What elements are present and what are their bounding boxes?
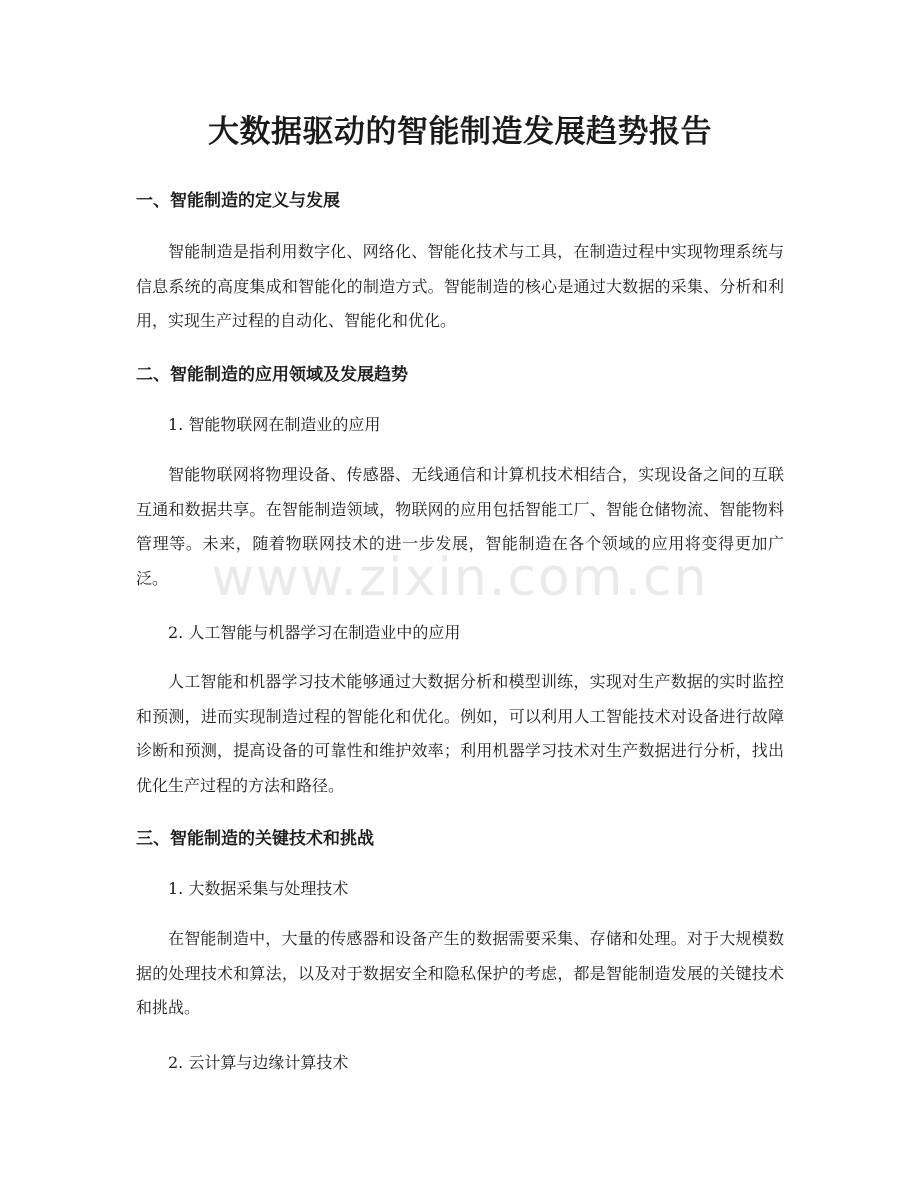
subsection-title-3-2: 2. 云计算与边缘计算技术 [168,1053,349,1072]
subsection-2-2-paragraph: 人工智能和机器学习技术能够通过大数据分析和模型训练，实现对生产数据的实时监控和预测，进而实现制造过程的智能化和优化。例如，可以利用人工智能技术对设备进行故障诊断和预测，提高设备的可靠性和维护效率；利用机器学习技术对生产数据进行分析，找出优化生产过程的方法和路径。 [136,672,784,795]
watermark: www.zixin.com.cn [211,548,709,608]
section-heading-1: 一、智能制造的定义与发展 [136,191,340,211]
subsection-title-2-2: 2. 人工智能与机器学习在制造业中的应用 [168,623,461,642]
subsection-2-1-paragraph: 智能物联网将物理设备、传感器、无线通信和计算机技术相结合，实现设备之间的互联互通和数据共享。在智能制造领域，物联网的应用包括智能工厂、智能仓储物流、智能物料管理等。未来，随着物联网技术的进一步发展，智能制造在各个领域的应用将变得更加广泛。 [136,465,784,588]
section-heading-2: 二、智能制造的应用领域及发展趋势 [136,365,408,385]
subsection-3-1-paragraph: 在智能制造中，大量的传感器和设备产生的数据需要采集、存储和处理。对于大规模数据的处理技术和算法，以及对于数据安全和隐私保护的考虑，都是智能制造发展的关键技术和挑战。 [136,929,784,1017]
section-1-paragraph: 智能制造是指利用数字化、网络化、智能化技术与工具，在制造过程中实现物理系统与信息系统的高度集成和智能化的制造方式。智能制造的核心是通过大数据的采集、分析和利用，实现生产过程的自动化、智能化和优化。 [136,242,784,330]
document-title: 大数据驱动的智能制造发展趋势报告 [208,114,712,150]
subsection-title-3-1: 1. 大数据采集与处理技术 [168,879,349,898]
subsection-title-2-1: 1. 智能物联网在制造业的应用 [168,415,381,434]
section-heading-3: 三、智能制造的关键技术和挑战 [136,829,374,849]
